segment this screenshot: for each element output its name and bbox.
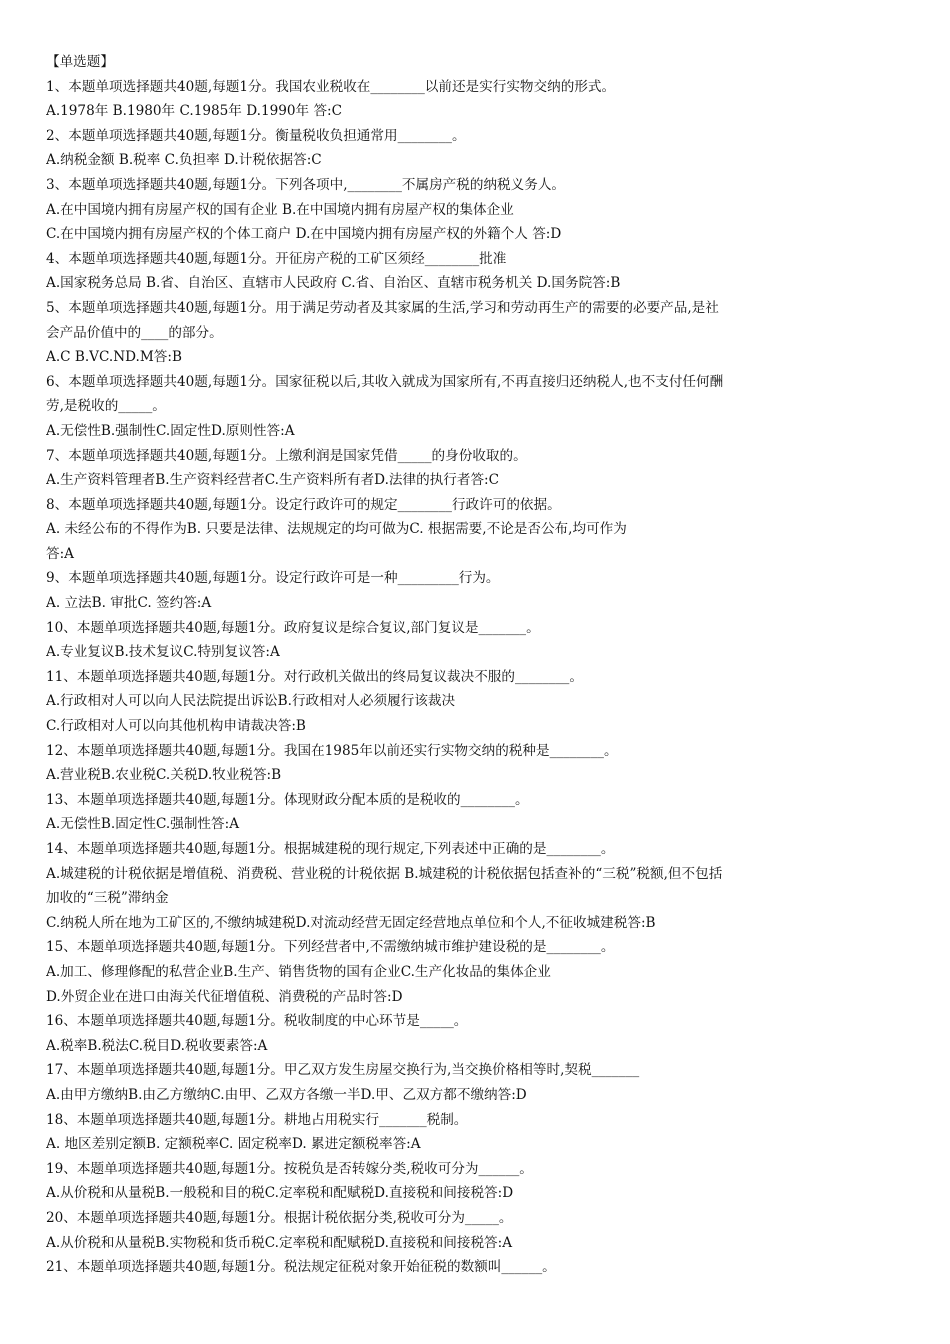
question-line: 2、本题单项选择题共40题,每题1分。衡量税收负担通常用________。 [46, 127, 466, 144]
options-line: C.在中国境内拥有房屋产权的个体工商户 D.在中国境内拥有房屋产权的外籍个人 答:D [46, 226, 562, 243]
options-line: C.纳税人所在地为工矿区的,不缴纳城建税D.对流动经营无固定经营地点单位和个人,不征收城建税答:B [46, 914, 656, 931]
question-line: 15、本题单项选择题共40题,每题1分。下列经营者中,不需缴纳城市维护建设税的是________。 [46, 939, 615, 956]
question-line: 5、本题单项选择题共40题,每题1分。用于满足劳动者及其家属的生活,学习和劳动再生产的需要的必要产品,是社 [46, 299, 719, 316]
question-line: 8、本题单项选择题共40题,每题1分。设定行政许可的规定________行政许可的依据。 [46, 496, 561, 513]
text-line: 加收的“三税”滞纳金 [46, 890, 169, 907]
options-line: A. 未经公布的不得作为B. 只要是法律、法规规定的均可做为C. 根据需要,不论是否公布,均可作为 [46, 521, 627, 538]
options-line: C.行政相对人可以向其他机构申请裁决答:B [46, 718, 306, 735]
question-line: 12、本题单项选择题共40题,每题1分。我国在1985年以前还实行实物交纳的税种是________。 [46, 742, 618, 759]
question-line: 16、本题单项选择题共40题,每题1分。税收制度的中心环节是_____。 [46, 1013, 468, 1030]
options-line: A.营业税B.农业税C.关税D.牧业税答:B [46, 767, 282, 784]
question-line: 11、本题单项选择题共40题,每题1分。对行政机关做出的终局复议裁决不服的________。 [46, 668, 583, 685]
options-line: A.从价税和从量税B.实物税和货币税C.定率税和配赋税D.直接税和间接税答:A [46, 1234, 513, 1251]
document-page [46, 50, 916, 1280]
question-line: 3、本题单项选择题共40题,每题1分。下列各项中,________不属房产税的纳税义务人。 [46, 176, 566, 193]
options-line: A. 地区差别定额B. 定额税率C. 固定税率D. 累进定额税率答:A [46, 1136, 421, 1153]
options-line: D.外贸企业在进口由海关代征增值税、消费税的产品时答:D [46, 988, 403, 1005]
options-line: A.从价税和从量税B.一般税和目的税C.定率税和配赋税D.直接税和间接税答:D [46, 1185, 514, 1202]
options-line: A.无偿性B.强制性C.固定性D.原则性答:A [46, 422, 295, 439]
options-line: A.C B.VC.ND.M答:B [46, 349, 182, 366]
question-line: 7、本题单项选择题共40题,每题1分。上缴利润是国家凭借_____的身份收取的。 [46, 447, 527, 464]
options-line: A.1978年 B.1980年 C.1985年 D.1990年 答:C [46, 103, 343, 120]
options-line: A.无偿性B.固定性C.强制性答:A [46, 816, 240, 833]
options-line: A. 立法B. 审批C. 签约答:A [46, 595, 212, 612]
options-line: A.加工、修理修配的私营企业B.生产、销售货物的国有企业C.生产化妆品的集体企业 [46, 963, 551, 980]
question-line: 20、本题单项选择题共40题,每题1分。根据计税依据分类,税收可分为_____。 [46, 1209, 513, 1226]
options-line: A.生产资料管理者B.生产资料经营者C.生产资料所有者D.法律的执行者答:C [46, 472, 500, 489]
question-line: 6、本题单项选择题共40题,每题1分。国家征税以后,其收入就成为国家所有,不再直接归还纳税人,也不支付任何酬 [46, 373, 724, 390]
options-line: A.城建税的计税依据是增值税、消费税、营业税的计税依据 B.城建税的计税依据包括查补的“三税”税额,但不包括 [46, 865, 723, 882]
question-line: 18、本题单项选择题共40题,每题1分。耕地占用税实行_______税制。 [46, 1111, 468, 1128]
options-line: A.在中国境内拥有房屋产权的国有企业 B.在中国境内拥有房屋产权的集体企业 [46, 201, 514, 218]
options-line: A.国家税务总局 B.省、自治区、直辖市人民政府 C.省、自治区、直辖市税务机关 D.国务院答:B [46, 275, 621, 292]
options-line: A.纳税金额 B.税率 C.负担率 D.计税依据答:C [46, 152, 322, 169]
question-line: 19、本题单项选择题共40题,每题1分。按税负是否转嫁分类,税收可分为______。 [46, 1160, 533, 1177]
question-line: 4、本题单项选择题共40题,每题1分。开征房产税的工矿区须经________批准 [46, 250, 507, 267]
question-line: 10、本题单项选择题共40题,每题1分。政府复议是综合复议,部门复议是_______。 [46, 619, 540, 636]
question-line: 1、本题单项选择题共40题,每题1分。我国农业税收在________以前还是实行实物交纳的形式。 [46, 78, 616, 95]
text-line: 会产品价值中的____的部分。 [46, 324, 223, 341]
options-line: A.专业复议B.技术复议C.特别复议答:A [46, 644, 280, 661]
question-line: 9、本题单项选择题共40题,每题1分。设定行政许可是一种_________行为。 [46, 570, 500, 587]
section-heading: 【单选题】 [46, 54, 114, 70]
options-line: A.行政相对人可以向人民法院提出诉讼B.行政相对人必须履行该裁决 [46, 693, 456, 710]
options-line: A.由甲方缴纳B.由乙方缴纳C.由甲、乙双方各缴一半D.甲、乙双方都不缴纳答:D [46, 1086, 527, 1103]
question-line: 14、本题单项选择题共40题,每题1分。根据城建税的现行规定,下列表述中正确的是________。 [46, 841, 615, 857]
options-line: 答:A [46, 545, 74, 562]
question-line: 21、本题单项选择题共40题,每题1分。税法规定征税对象开始征税的数额叫______。 [46, 1259, 556, 1276]
question-line: 13、本题单项选择题共40题,每题1分。体现财政分配本质的是税收的________。 [46, 791, 529, 808]
text-line: 劳,是税收的_____。 [46, 398, 166, 415]
question-line: 17、本题单项选择题共40题,每题1分。甲乙双方发生房屋交换行为,当交换价格相等时,契税_______ [46, 1062, 640, 1079]
options-line: A.税率B.税法C.税目D.税收要素答:A [46, 1037, 268, 1054]
